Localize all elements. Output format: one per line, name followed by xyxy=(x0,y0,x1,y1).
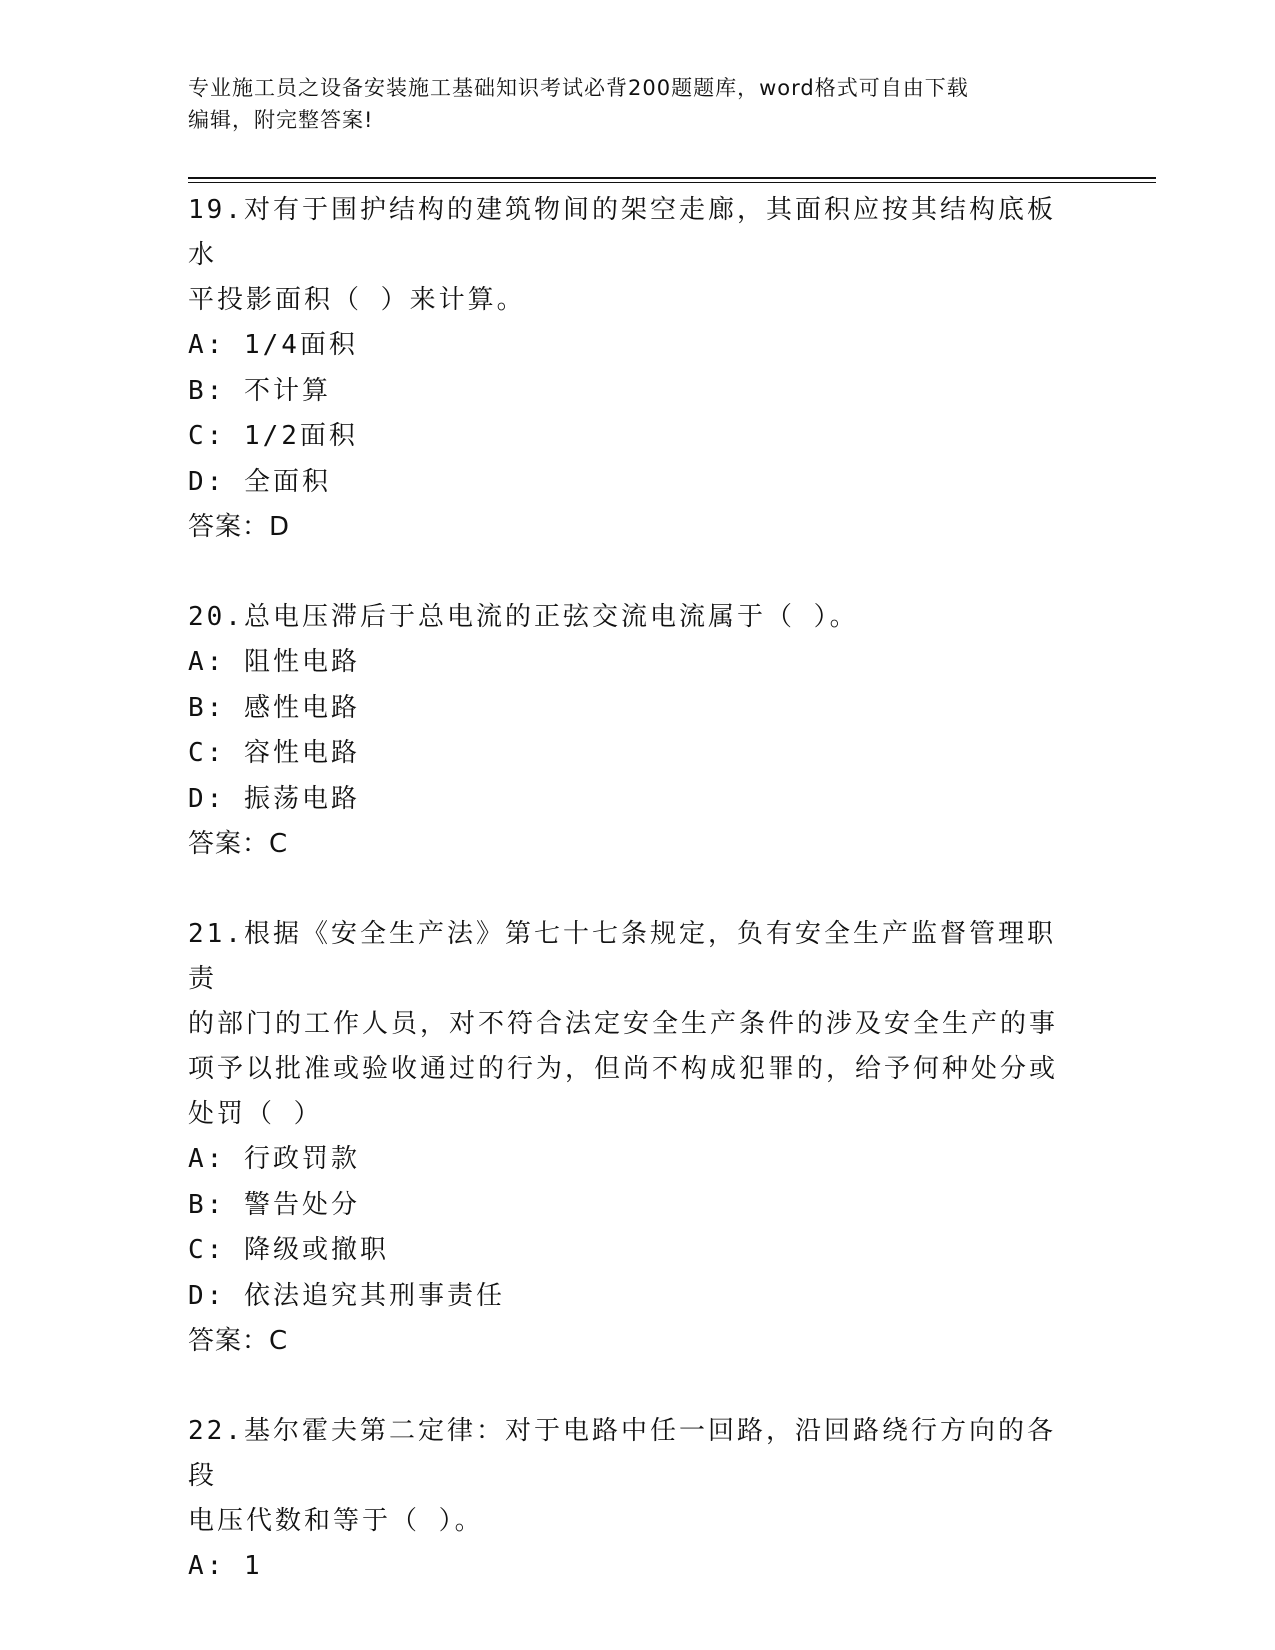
option-a: A: 行政罚款 xyxy=(188,1144,360,1174)
question-stem: 19.对有于围护结构的建筑物间的架空走廊，其面积应按其结构底板水 xyxy=(188,195,1056,270)
header-line-1: 专业施工员之设备安装施工基础知识考试必背200题题库，word格式可自由下载 xyxy=(188,76,969,100)
question-stem: 处罚（ ） xyxy=(188,1099,323,1129)
option-a: A: 1 xyxy=(188,1551,263,1581)
question-21 xyxy=(188,912,1078,1364)
question-spacer xyxy=(188,1364,1078,1409)
question-20 xyxy=(188,595,1078,867)
option-b: B: 感性电路 xyxy=(188,692,360,723)
option-c: C: 降级或撤职 xyxy=(188,1235,389,1265)
option-a: A: 1/4面积 xyxy=(188,330,358,360)
header-line-2: 编辑，附完整答案! xyxy=(188,108,374,132)
question-stem: 平投影面积（ ）来计算。 xyxy=(188,285,526,315)
option-d: D: 依法追究其刑事责任 xyxy=(188,1280,505,1311)
option-c: C: 1/2面积 xyxy=(188,421,358,451)
question-stem: 20.总电压滞后于总电流的正弦交流电流属于（ ）。 xyxy=(188,602,859,632)
answer-line: 答案：D xyxy=(188,512,291,542)
question-stem: 项予以批准或验收通过的行为，但尚不构成犯罪的，给予何种处分或 xyxy=(188,1054,1059,1084)
question-stem: 的部门的工作人员，对不符合法定安全生产条件的涉及安全生产的事 xyxy=(188,1009,1059,1039)
question-spacer xyxy=(188,550,1078,595)
option-a: A: 阻性电路 xyxy=(188,647,360,677)
option-d: D: 振荡电路 xyxy=(188,783,360,814)
option-b: B: 不计算 xyxy=(188,375,331,406)
document-header xyxy=(188,72,1078,136)
option-d: D: 全面积 xyxy=(188,466,331,497)
question-stem: 21.根据《安全生产法》第七十七条规定，负有安全生产监督管理职责 xyxy=(188,919,1056,994)
question-stem: 电压代数和等于（ ）。 xyxy=(188,1506,484,1536)
option-b: B: 警告处分 xyxy=(188,1189,360,1220)
question-spacer xyxy=(188,867,1078,912)
question-22 xyxy=(188,1409,1078,1590)
header-divider-thick xyxy=(188,177,1156,179)
option-c: C: 容性电路 xyxy=(188,738,360,768)
question-stem: 22.基尔霍夫第二定律：对于电路中任一回路，沿回路绕行方向的各段 xyxy=(188,1416,1056,1491)
question-19 xyxy=(188,188,1078,550)
answer-line: 答案：C xyxy=(188,1326,289,1356)
header-divider-thin xyxy=(188,182,1156,183)
answer-line: 答案：C xyxy=(188,829,289,859)
question-list xyxy=(188,188,1078,1590)
